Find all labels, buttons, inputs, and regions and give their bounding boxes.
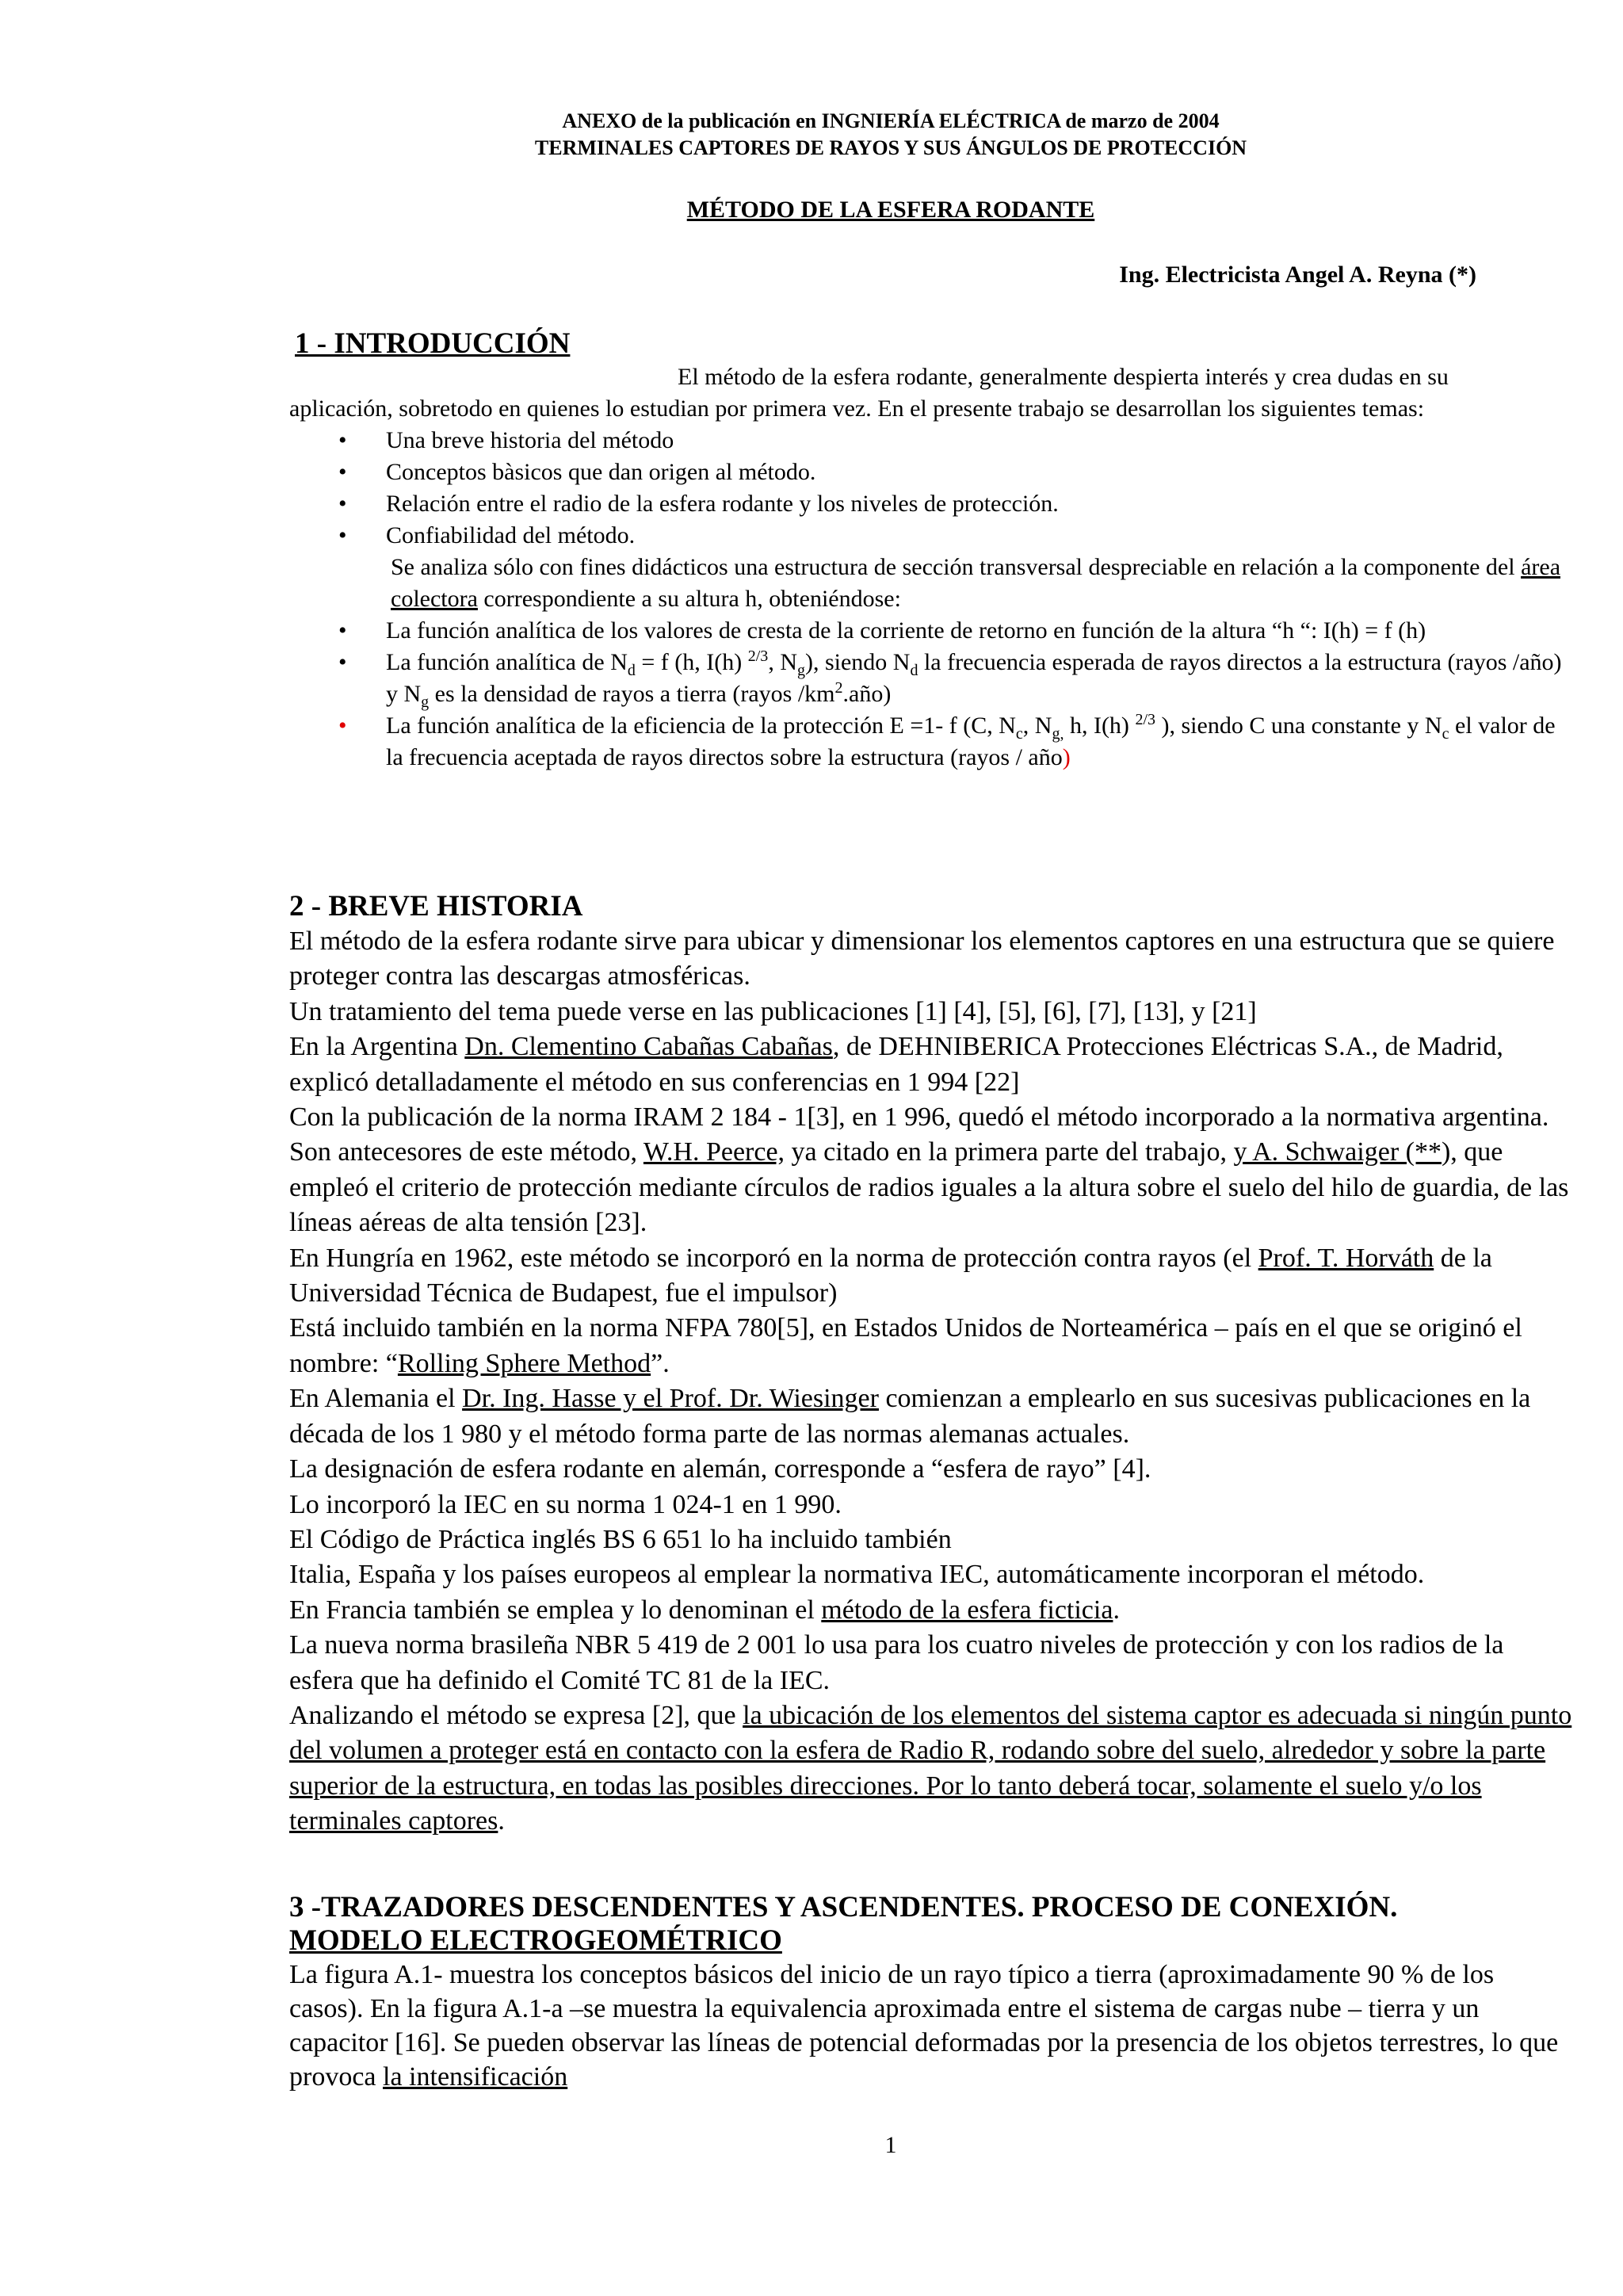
section-2-body	[289, 924, 1573, 1839]
list-item: • Relación entre el radio de la esfera rodante y los niveles de protección.	[289, 488, 1573, 520]
paragraph: Lo incorporó la IEC en su norma 1 024-1 en 1 990.	[289, 1489, 842, 1519]
paragraph: La designación de esfera rodante en alemán, corresponde a “esfera de rayo” [4].	[289, 1454, 1151, 1484]
document-title: MÉTODO DE LA ESFERA RODANTE	[686, 197, 1095, 223]
section-3-heading: 3 -TRAZADORES DESCENDENTES Y ASCENDENTES. PROCESO DE CONEXIÓN. MODELO ELECTROGEOMÉTRICO	[289, 1891, 1398, 1957]
analysis-note: Se analiza sólo con fines didácticos una estructura de sección transversal despreciable en relación a la componente del área colectora correspondiente a su altura h, obteniéndose:	[391, 554, 1561, 612]
paragraph: La figura A.1- muestra los conceptos básicos del inicio de un rayo típico a tierra (aproximadamente 90 % de los casos). En la figura A.1-a –se muestra la equivalencia aproximada entre el sistema de cargas nube – tierra y un capacitor [16]. Se pueden observar las líneas de potencial deformadas por la presencia de los objetos terrestres, lo que provoca la intensificación	[289, 1960, 1559, 2092]
paragraph: En la Argentina Dn. Clementino Cabañas Cabañas, de DEHNIBERICA Protecciones Eléctricas S.A., de Madrid, explicó detalladamente el método en sus conferencias en 1 994 [22]	[289, 1032, 1503, 1097]
list-item: • La función analítica de los valores de cresta de la corriente de retorno en función de la altura “h “: I(h) = f (h)	[289, 615, 1573, 647]
header-line-2: TERMINALES CAPTORES DE RAYOS Y SUS ÁNGULOS DE PROTECCIÓN	[534, 136, 1247, 159]
collector-area-term: área colectora	[391, 554, 1561, 612]
paragraph: Un tratamiento del tema puede verse en las publicaciones [1] [4], [5], [6], [7], [13], y [21]	[289, 996, 1257, 1026]
author-line: Ing. Electricista Angel A. Reyna (*)	[1119, 262, 1476, 288]
list-item: • Confiabilidad del método.	[289, 520, 1573, 552]
topic-list	[289, 425, 1573, 552]
intro-line-1: El método de la esfera rodante, generalmente despierta interés y crea dudas en su	[678, 364, 1449, 390]
paragraph: El Código de Práctica inglés BS 6 651 lo ha incluido también	[289, 1524, 952, 1554]
section-3-body	[289, 1958, 1573, 2094]
paragraph: Con la publicación de la norma IRAM 2 184 - 1[3], en 1 996, quedó el método incorporado a la normativa argentina.	[289, 1102, 1549, 1133]
list-item: • Una breve historia del método	[289, 425, 1573, 457]
list-item: • La función analítica de la eficiencia de la protección E =1- f (C, $N_c$, $N_{g,}$ h, I(h) $^{2/3}$ ), siendo C una constante y $N_c$ el valor de la frecuencia aceptada de rayos directos sobre la estructura (rayos / año)	[289, 710, 1573, 774]
paragraph: La nueva norma brasileña NBR 5 419 de 2 001 lo usa para los cuatro niveles de protección y con los radios de la esfera que ha definido el Comité TC 81 de la IEC.	[289, 1630, 1504, 1695]
section-1-heading: 1 - INTRODUCCIÓN	[295, 327, 571, 360]
page-number: 1	[884, 2132, 897, 2158]
header-line-1: ANEXO de la publicación en INGNIERÍA ELÉCTRICA de marzo de 2004	[562, 109, 1220, 132]
paragraph: El método de la esfera rodante sirve para ubicar y dimensionar los elementos captores en una estructura que se quiere proteger contra las descargas atmosféricas.	[289, 926, 1555, 991]
list-item: • La función analítica de $N_d = f$ (h, I(h) $^{2/3}$, $N_g$), siendo $N_d$ la frecuencia esperada de rayos directos a la estructura (rayos /año) y $N_g$ es la densidad de rayos a tierra (rayos $/km^2.año$)	[289, 647, 1573, 710]
list-item: • Conceptos bàsicos que dan origen al método.	[289, 457, 1573, 488]
paragraph: Son antecesores de este método, W.H. Peerce, ya citado en la primera parte del trabajo, y A. Schwaiger (**), que empleó el criterio de protección mediante círculos de radios iguales a la altura sobre el suelo del hilo de guardia, de las líneas aéreas de alta tensión [23].	[289, 1137, 1569, 1238]
paragraph: En Alemania el Dr. Ing. Hasse y el Prof. Dr. Wiesinger comienzan a emplearlo en sus sucesivas publicaciones en la década de los 1 980 y el método forma parte de las normas alemanas actuales.	[289, 1384, 1531, 1449]
section-2-heading: 2 - BREVE HISTORIA	[289, 890, 583, 923]
paragraph: En Francia también se emplea y lo denominan el método de la esfera ficticia.	[289, 1595, 1120, 1625]
intro-rest: aplicación, sobretodo en quienes lo estudian por primera vez. En el presente trabajo se desarrollan los siguientes temas:	[289, 395, 1425, 422]
section-1-body	[289, 361, 1573, 774]
paragraph: Está incluido también en la norma NFPA 780[5], en Estados Unidos de Norteamérica – país en el que se originó el nombre: “Rolling Sphere Method”.	[289, 1313, 1522, 1378]
paragraph: Analizando el método se expresa [2], que la ubicación de los elementos del sistema captor es adecuada si ningún punto del volumen a proteger está en contacto con la esfera de Radio R, rodando sobre del suelo, alrededor y sobre la parte superior de la estructura, en todas las posibles direcciones. Por lo tanto deberá tocar, solamente el suelo y/o los terminales captores.	[289, 1700, 1572, 1836]
paragraph: Italia, España y los países europeos al emplear la normativa IEC, automáticamente incorporan el método.	[289, 1560, 1425, 1590]
function-list	[289, 615, 1573, 774]
paragraph: En Hungría en 1962, este método se incorporó en la norma de protección contra rayos (el Prof. T. Horváth de la Universidad Técnica de Budapest, fue el impulsor)	[289, 1243, 1492, 1308]
